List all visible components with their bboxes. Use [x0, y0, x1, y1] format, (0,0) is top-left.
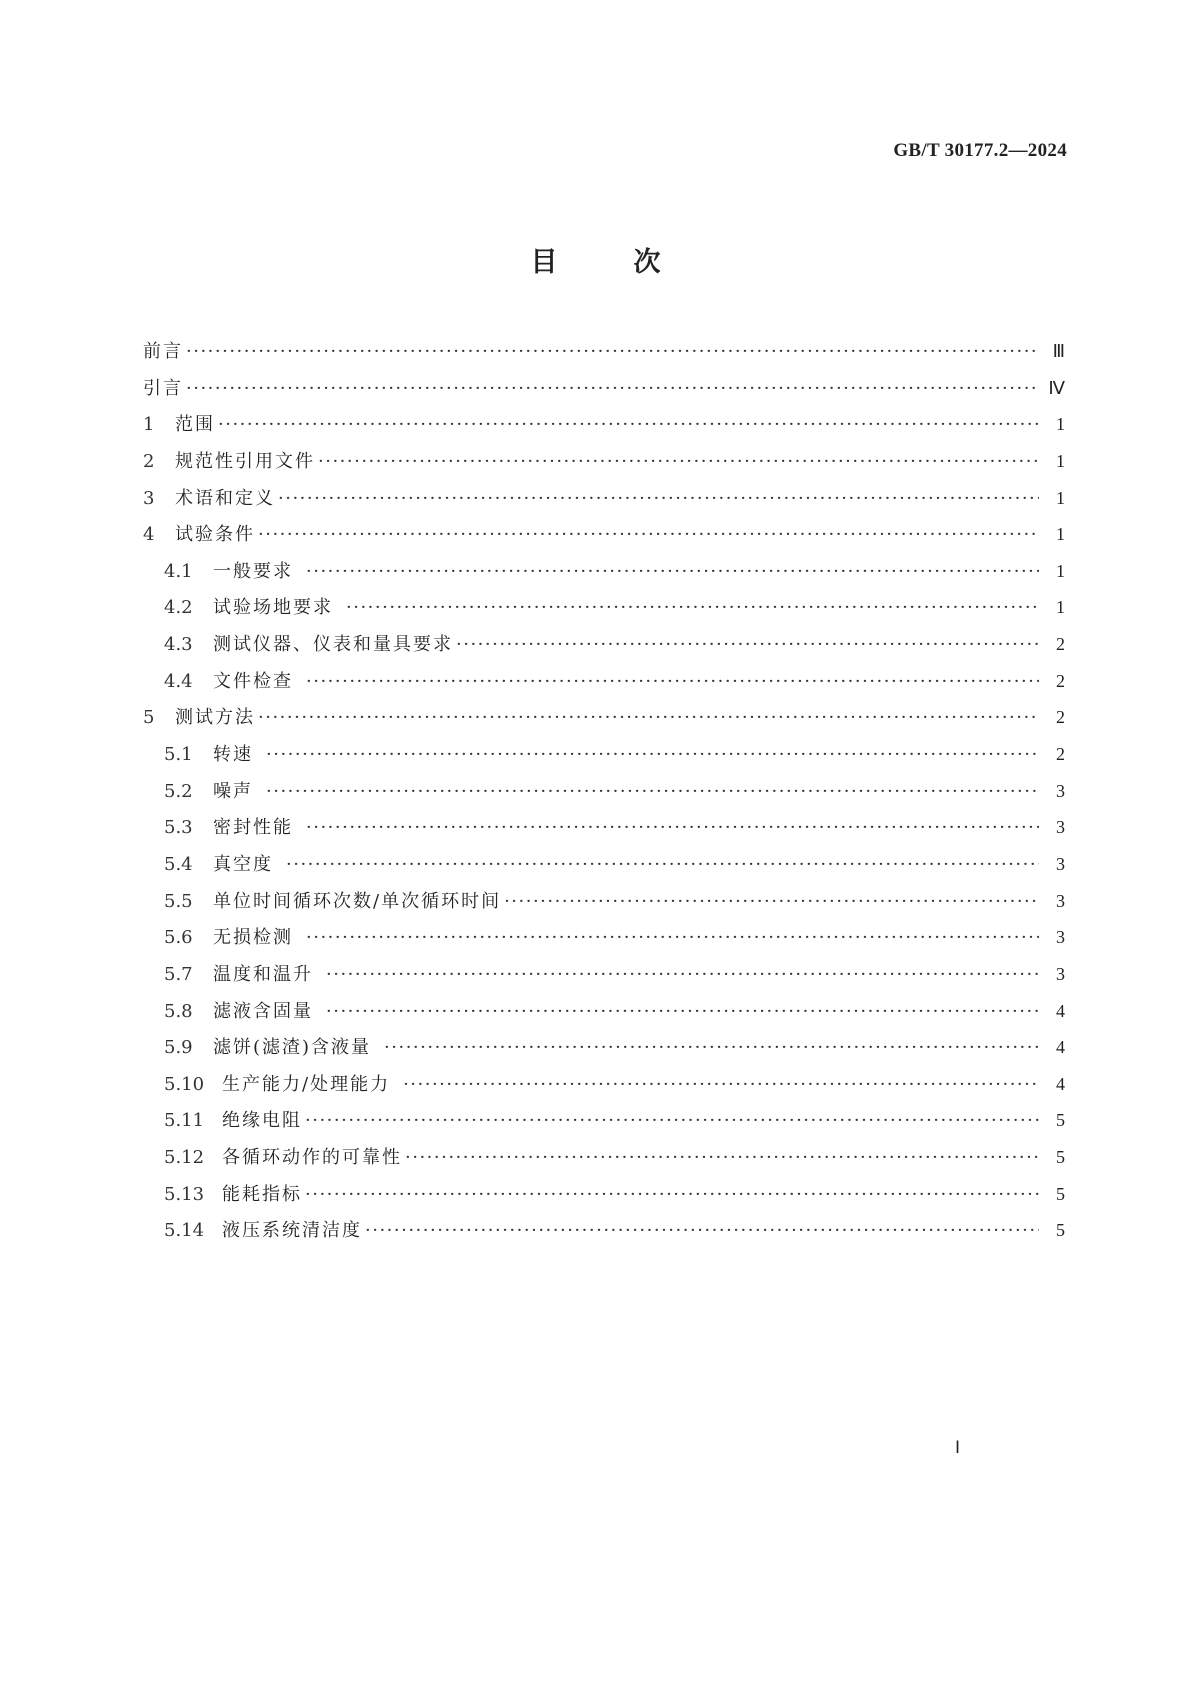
toc-page-number: 2 — [1056, 744, 1065, 765]
toc-label: 噪声 — [213, 780, 253, 802]
toc-entry-3[interactable] — [143, 484, 1065, 521]
toc-page-number: 1 — [1056, 597, 1065, 618]
toc-dot-leader — [326, 1001, 1039, 1022]
toc-label: 真空度 — [213, 853, 273, 875]
toc-label: 文件检查 — [213, 670, 293, 692]
toc-entry-5-10[interactable] — [143, 1070, 1065, 1107]
toc-label: 各循环动作的可靠性 — [222, 1147, 402, 1169]
toc-page-number: 5 — [1056, 1110, 1065, 1131]
toc-page-number: 3 — [1056, 853, 1065, 874]
toc-page-number: 5 — [1056, 1220, 1065, 1241]
toc-page-number: 1 — [1056, 414, 1065, 435]
standard-code: GB/T 30177.2—2024 — [893, 140, 1067, 161]
toc-label: 范围 — [175, 414, 215, 436]
toc-page-number: 5 — [1056, 1183, 1065, 1204]
toc-section-number: 3 — [143, 487, 155, 509]
toc-label: 规范性引用文件 — [175, 450, 315, 472]
toc-dot-leader — [384, 1037, 1039, 1058]
toc-dot-leader — [286, 854, 1039, 875]
toc-page-number: 2 — [1056, 634, 1065, 655]
toc-label: 术语和定义 — [175, 487, 275, 509]
toc-entry-4-4[interactable] — [143, 667, 1065, 704]
toc-page-number: 2 — [1056, 707, 1065, 728]
toc-entry-5-11[interactable] — [143, 1106, 1065, 1143]
toc-dot-leader — [403, 1074, 1039, 1095]
toc-section-number: 5.9 — [164, 1037, 193, 1059]
toc-label: 前言 — [143, 341, 183, 362]
toc-page-number: 2 — [1056, 670, 1065, 691]
toc-entry-4-3[interactable] — [143, 630, 1065, 667]
title-char-2: 次 — [633, 247, 661, 278]
table-of-contents — [143, 337, 1065, 1253]
toc-entry-5-4[interactable] — [143, 850, 1065, 887]
toc-section-number: 5.5 — [164, 890, 193, 912]
toc-label: 滤饼(滤渣)含液量 — [213, 1037, 372, 1059]
toc-section-number: 5.8 — [164, 1000, 193, 1022]
toc-label: 生产能力/处理能力 — [222, 1073, 391, 1095]
toc-section-number: 5.4 — [164, 853, 193, 875]
toc-dot-leader — [258, 707, 1039, 728]
toc-label: 温度和温升 — [213, 963, 313, 985]
toc-label: 单位时间循环次数/单次循环时间 — [213, 890, 502, 912]
toc-page-number: Ⅳ — [1048, 377, 1065, 398]
toc-section-number: 5.14 — [164, 1220, 205, 1242]
toc-page-number: 1 — [1056, 560, 1065, 581]
toc-entry-5-5[interactable] — [143, 887, 1065, 924]
toc-label: 能耗指标 — [222, 1183, 302, 1205]
toc-section-number: 1 — [143, 414, 155, 436]
toc-entry-4-1[interactable] — [143, 557, 1065, 594]
toc-dot-leader — [305, 1184, 1039, 1205]
toc-label: 测试方法 — [175, 707, 255, 729]
toc-page-number: 4 — [1056, 1000, 1065, 1021]
toc-entry-5-6[interactable] — [143, 923, 1065, 960]
toc-dot-leader — [456, 634, 1039, 655]
toc-label: 无损检测 — [213, 927, 293, 949]
toc-label: 绝缘电阻 — [222, 1110, 302, 1132]
toc-dot-leader — [346, 597, 1039, 618]
toc-page-number: 1 — [1056, 450, 1065, 471]
toc-page-number: Ⅲ — [1052, 341, 1065, 361]
toc-entry-foreword[interactable] — [143, 337, 1065, 374]
toc-dot-leader — [306, 561, 1039, 582]
toc-dot-leader — [405, 1147, 1039, 1168]
toc-dot-leader — [504, 891, 1039, 912]
toc-page-number: 4 — [1056, 1073, 1065, 1094]
toc-entry-1[interactable] — [143, 410, 1065, 447]
toc-dot-leader — [365, 1220, 1039, 1241]
toc-page-number: 1 — [1056, 487, 1065, 508]
toc-entry-5-2[interactable] — [143, 777, 1065, 814]
toc-section-number: 5.1 — [164, 744, 193, 766]
toc-page-number: 3 — [1056, 963, 1065, 984]
toc-label: 转速 — [213, 744, 253, 766]
toc-dot-leader — [306, 671, 1039, 692]
toc-entry-5-3[interactable] — [143, 813, 1065, 850]
toc-entry-5-13[interactable] — [143, 1180, 1065, 1217]
toc-section-number: 4 — [143, 524, 155, 546]
toc-section-number: 4.4 — [164, 670, 193, 692]
toc-section-number: 5.3 — [164, 817, 193, 839]
toc-label: 一般要求 — [213, 560, 293, 582]
toc-page-number: 3 — [1056, 817, 1065, 838]
toc-section-number: 5 — [143, 707, 155, 729]
title-char-1: 目 — [530, 247, 558, 278]
toc-entry-5-8[interactable] — [143, 997, 1065, 1034]
toc-page-number: 3 — [1056, 890, 1065, 911]
page-folio: Ⅰ — [955, 1438, 961, 1457]
toc-label: 密封性能 — [213, 817, 293, 839]
toc-label: 液压系统清洁度 — [222, 1220, 362, 1242]
toc-section-number: 5.10 — [164, 1073, 205, 1095]
toc-dot-leader — [278, 488, 1039, 509]
toc-dot-leader — [258, 524, 1039, 545]
toc-dot-leader — [218, 414, 1039, 435]
page-title — [0, 240, 1191, 279]
toc-label: 测试仪器、仪表和量具要求 — [213, 634, 453, 656]
toc-label: 试验条件 — [175, 524, 255, 546]
toc-entry-5-1[interactable] — [143, 740, 1065, 777]
toc-entry-4[interactable] — [143, 520, 1065, 557]
toc-section-number: 4.1 — [164, 560, 193, 582]
toc-dot-leader — [266, 781, 1039, 802]
toc-section-number: 5.2 — [164, 780, 193, 802]
toc-entry-4-2[interactable] — [143, 593, 1065, 630]
toc-label: 试验场地要求 — [213, 597, 333, 619]
toc-page-number: 1 — [1056, 524, 1065, 545]
toc-section-number: 5.11 — [164, 1110, 205, 1132]
toc-dot-leader — [318, 451, 1039, 472]
toc-entry-5-9[interactable] — [143, 1033, 1065, 1070]
toc-entry-introduction[interactable] — [143, 374, 1065, 411]
toc-section-number: 5.13 — [164, 1183, 205, 1205]
toc-section-number: 5.7 — [164, 963, 193, 985]
toc-dot-leader — [305, 1110, 1039, 1131]
toc-section-number: 5.12 — [164, 1147, 205, 1169]
toc-section-number: 4.2 — [164, 597, 193, 619]
toc-entry-5-12[interactable] — [143, 1143, 1065, 1180]
toc-section-number: 5.6 — [164, 927, 193, 949]
toc-entry-5-7[interactable] — [143, 960, 1065, 997]
toc-label: 引言 — [143, 377, 183, 399]
toc-dot-leader — [326, 964, 1039, 985]
toc-dot-leader — [306, 927, 1039, 948]
toc-section-number: 4.3 — [164, 634, 193, 656]
toc-dot-leader — [306, 817, 1039, 838]
toc-dot-leader — [186, 378, 1039, 399]
toc-page-number: 5 — [1056, 1147, 1065, 1168]
toc-page-number: 3 — [1056, 927, 1065, 948]
toc-entry-5[interactable] — [143, 703, 1065, 740]
toc-entry-5-14[interactable] — [143, 1216, 1065, 1253]
toc-dot-leader — [266, 744, 1039, 765]
toc-label: 滤液含固量 — [213, 1000, 313, 1022]
toc-page-number: 3 — [1056, 780, 1065, 801]
toc-page-number: 4 — [1056, 1037, 1065, 1058]
toc-entry-2[interactable] — [143, 447, 1065, 484]
toc-dot-leader — [186, 341, 1039, 362]
toc-section-number: 2 — [143, 450, 155, 472]
